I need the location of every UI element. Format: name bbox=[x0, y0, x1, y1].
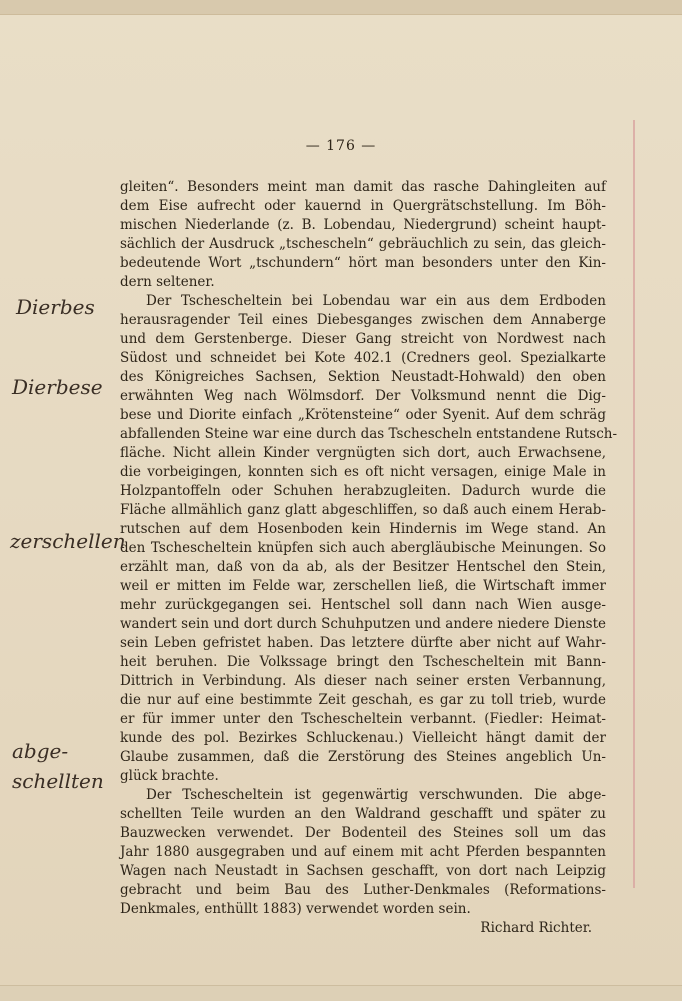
body-text bbox=[120, 178, 618, 938]
margin-note-handwritten: Dierbes bbox=[16, 295, 95, 319]
text-line: Der Tschescheltein bei Lobendau war ein aus dem Erdboden bbox=[146, 293, 606, 309]
text-line: weil er mitten im Felde war, zerschellen ließ, die Wirtschaft immer bbox=[120, 578, 606, 594]
text-line: dern seltener. bbox=[120, 274, 215, 290]
text-line: heit beruhen. Die Volkssage bringt den Tschescheltein mit Bann- bbox=[120, 654, 606, 670]
margin-note-handwritten: abge- bbox=[12, 739, 69, 763]
text-line: rutschen auf dem Hosenboden kein Hindernis im Wege stand. An bbox=[120, 521, 606, 537]
text-line: Fläche allmählich ganz glatt abgeschliffen, so daß auch einem Herab- bbox=[120, 502, 606, 518]
text-line: sein Leben gefristet haben. Das letztere dürfte aber nicht auf Wahr- bbox=[120, 635, 606, 651]
text-line: die nur auf eine bestimmte Zeit geschah, es gar zu toll trieb, wurde bbox=[120, 692, 606, 708]
text-line: erzählt man, daß von da ab, als der Besitzer Hentschel den Stein, bbox=[120, 559, 606, 575]
text-line: wandert sein und dort durch Schuhputzen und andere niedere Dienste bbox=[120, 616, 606, 632]
text-line: kunde des pol. Bezirkes Schluckenau.) Vielleicht hängt damit der bbox=[120, 730, 606, 746]
text-line: Bauzwecken verwendet. Der Bodenteil des Steines soll um das bbox=[120, 825, 606, 841]
text-line: des Königreiches Sachsen, Sektion Neustadt-Hohwald) den oben bbox=[120, 369, 606, 385]
text-line: mischen Niederlande (z. B. Lobendau, Niedergrund) scheint haupt- bbox=[120, 217, 606, 233]
text-line: Wagen nach Neustadt in Sachsen geschafft, von dort nach Leipzig bbox=[120, 863, 606, 879]
text-line: sächlich der Ausdruck „tschescheln“ gebräuchlich zu sein, das gleich- bbox=[120, 236, 606, 252]
margin-red-line bbox=[633, 120, 635, 888]
text-line: Dittrich in Verbindung. Als dieser nach seiner ersten Verbannung, bbox=[120, 673, 606, 689]
text-line: glück brachte. bbox=[120, 768, 219, 784]
text-line: abfallenden Steine war eine durch das Tschescheln entstandene Rutsch- bbox=[120, 426, 618, 442]
paper-bottom-edge bbox=[0, 985, 682, 1001]
signature: Richard Richter. bbox=[480, 920, 592, 936]
text-line: schellten Teile wurden an den Waldrand geschafft und später zu bbox=[120, 806, 606, 822]
text-line: dem Eise aufrecht oder kauernd in Quergrätschstellung. Im Böh- bbox=[120, 198, 606, 214]
text-line: fläche. Nicht allein Kinder vergnügten sich dort, auch Erwachsene, bbox=[120, 445, 606, 461]
paper-top-edge bbox=[0, 0, 682, 15]
margin-note-handwritten: schellten bbox=[12, 769, 104, 793]
text-line: bedeutende Wort „tschundern“ hört man besonders unter den Kin- bbox=[120, 255, 606, 271]
margin-note-handwritten: Dierbese bbox=[12, 375, 103, 399]
text-line: und dem Gerstenberge. Dieser Gang streicht von Nordwest nach bbox=[120, 331, 606, 347]
text-line: Denkmales, enthüllt 1883) verwendet worden sein. bbox=[120, 901, 471, 917]
text-line: bese und Diorite einfach „Krötensteine“ oder Syenit. Auf dem schräg bbox=[120, 407, 606, 423]
text-line: erwähnten Weg nach Wölmsdorf. Der Volksmund nennt die Dig- bbox=[120, 388, 606, 404]
text-line: gleiten“. Besonders meint man damit das rasche Dahingleiten auf bbox=[120, 179, 606, 195]
text-line: Glaube zusammen, daß die Zerstörung des Steines angeblich Un- bbox=[120, 749, 606, 765]
text-line: Jahr 1880 ausgegraben und auf einem mit acht Pferden bespannten bbox=[120, 844, 606, 860]
text-line: er für immer unter den Tschescheltein verbannt. (Fiedler: Heimat- bbox=[120, 711, 606, 727]
page-number: — 176 — bbox=[305, 138, 377, 154]
text-line: Holzpantoffeln oder Schuhen herabzugleiten. Dadurch wurde die bbox=[120, 483, 606, 499]
text-line: mehr zurückgegangen sei. Hentschel soll dann nach Wien ausge- bbox=[120, 597, 606, 613]
text-line: Der Tschescheltein ist gegenwärtig verschwunden. Die abge- bbox=[146, 787, 606, 803]
text-line: gebracht und beim Bau des Luther-Denkmales (Reformations- bbox=[120, 882, 606, 898]
text-line: die vorbeigingen, konnten sich es oft nicht versagen, einige Male in bbox=[120, 464, 606, 480]
text-line: Südost und schneidet bei Kote 402.1 (Credners geol. Spezialkarte bbox=[120, 350, 606, 366]
text-line: herausragender Teil eines Diebesganges zwischen dem Annaberge bbox=[120, 312, 606, 328]
text-line: den Tschescheltein knüpfen sich auch abergläubische Meinungen. So bbox=[120, 540, 606, 556]
margin-note-handwritten: zerschellen bbox=[10, 529, 126, 553]
